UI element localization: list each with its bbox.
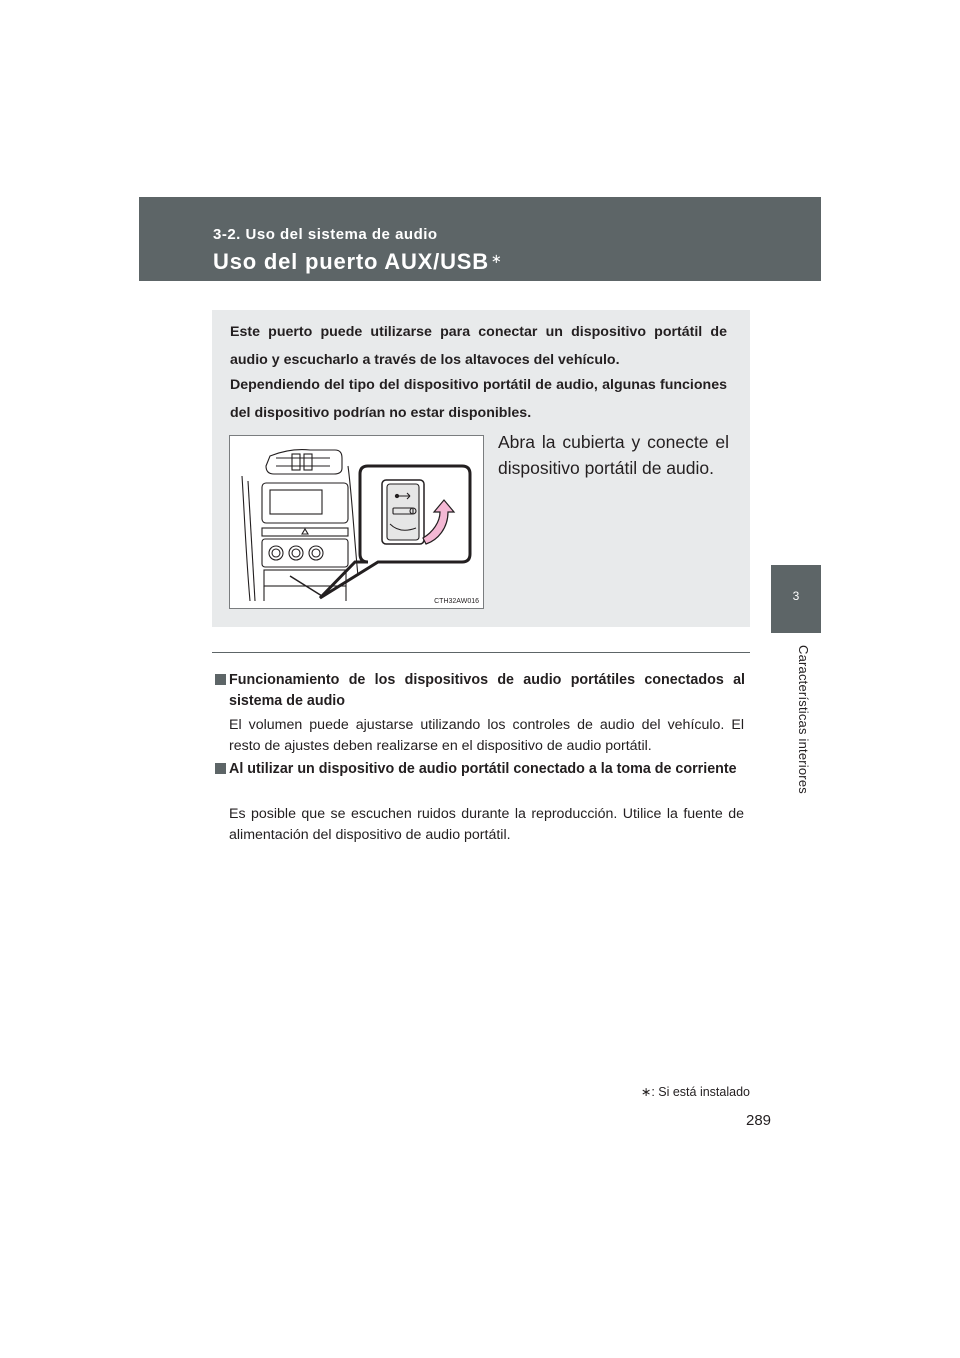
page-title [213, 249, 503, 275]
note-heading-2 [215, 759, 745, 780]
console-illustration [229, 435, 484, 609]
figure-instruction: Abra la cubierta y conecte el dispositivo portátil de audio. [498, 432, 729, 478]
chapter-tab [771, 565, 821, 633]
chapter-title: Características interiores [796, 645, 811, 794]
note-heading-1 [215, 670, 745, 712]
page-number: 289 [746, 1112, 772, 1129]
section-label: 3-2. Uso del sistema de audio [213, 226, 438, 243]
footnote: ∗: Si está instalado [640, 1085, 750, 1099]
square-bullet-icon [215, 674, 226, 685]
intro-paragraph-1: Este puerto puede utilizarse para conectar un dispositivo portátil de audio y escucharlo a través de los altavoces del vehículo. [230, 324, 727, 368]
intro-paragraph-2: Dependiendo del tipo del dispositivo portátil de audio, algunas funciones del dispositivo podrían no estar disponibles. [230, 377, 727, 421]
note-body-2: Es posible que se escuchen ruidos durante la reproducción. Utilice la fuente de alimentación del dispositivo de audio portátil. [229, 806, 744, 843]
console-drawing [230, 436, 483, 608]
arrow-icon [423, 500, 454, 544]
section-divider [212, 652, 750, 653]
figure-code: CTH32AW016 [434, 598, 479, 605]
installed-mark: ∗ [490, 251, 503, 266]
note-heading-text: Funcionamiento de los dispositivos de audio portátiles conectados al sistema de audio [229, 672, 745, 709]
note-body-1: El volumen puede ajustarse utilizando los controles de audio del vehículo. El resto de ajustes deben realizarse en el dispositivo de audio portátil. [229, 717, 744, 754]
page-title-text: Uso del puerto AUX/USB [213, 249, 489, 274]
note-heading-text: Al utilizar un dispositivo de audio portátil conectado a la toma de corriente [229, 761, 737, 777]
square-bullet-icon [215, 763, 226, 774]
chapter-number: 3 [792, 589, 800, 603]
